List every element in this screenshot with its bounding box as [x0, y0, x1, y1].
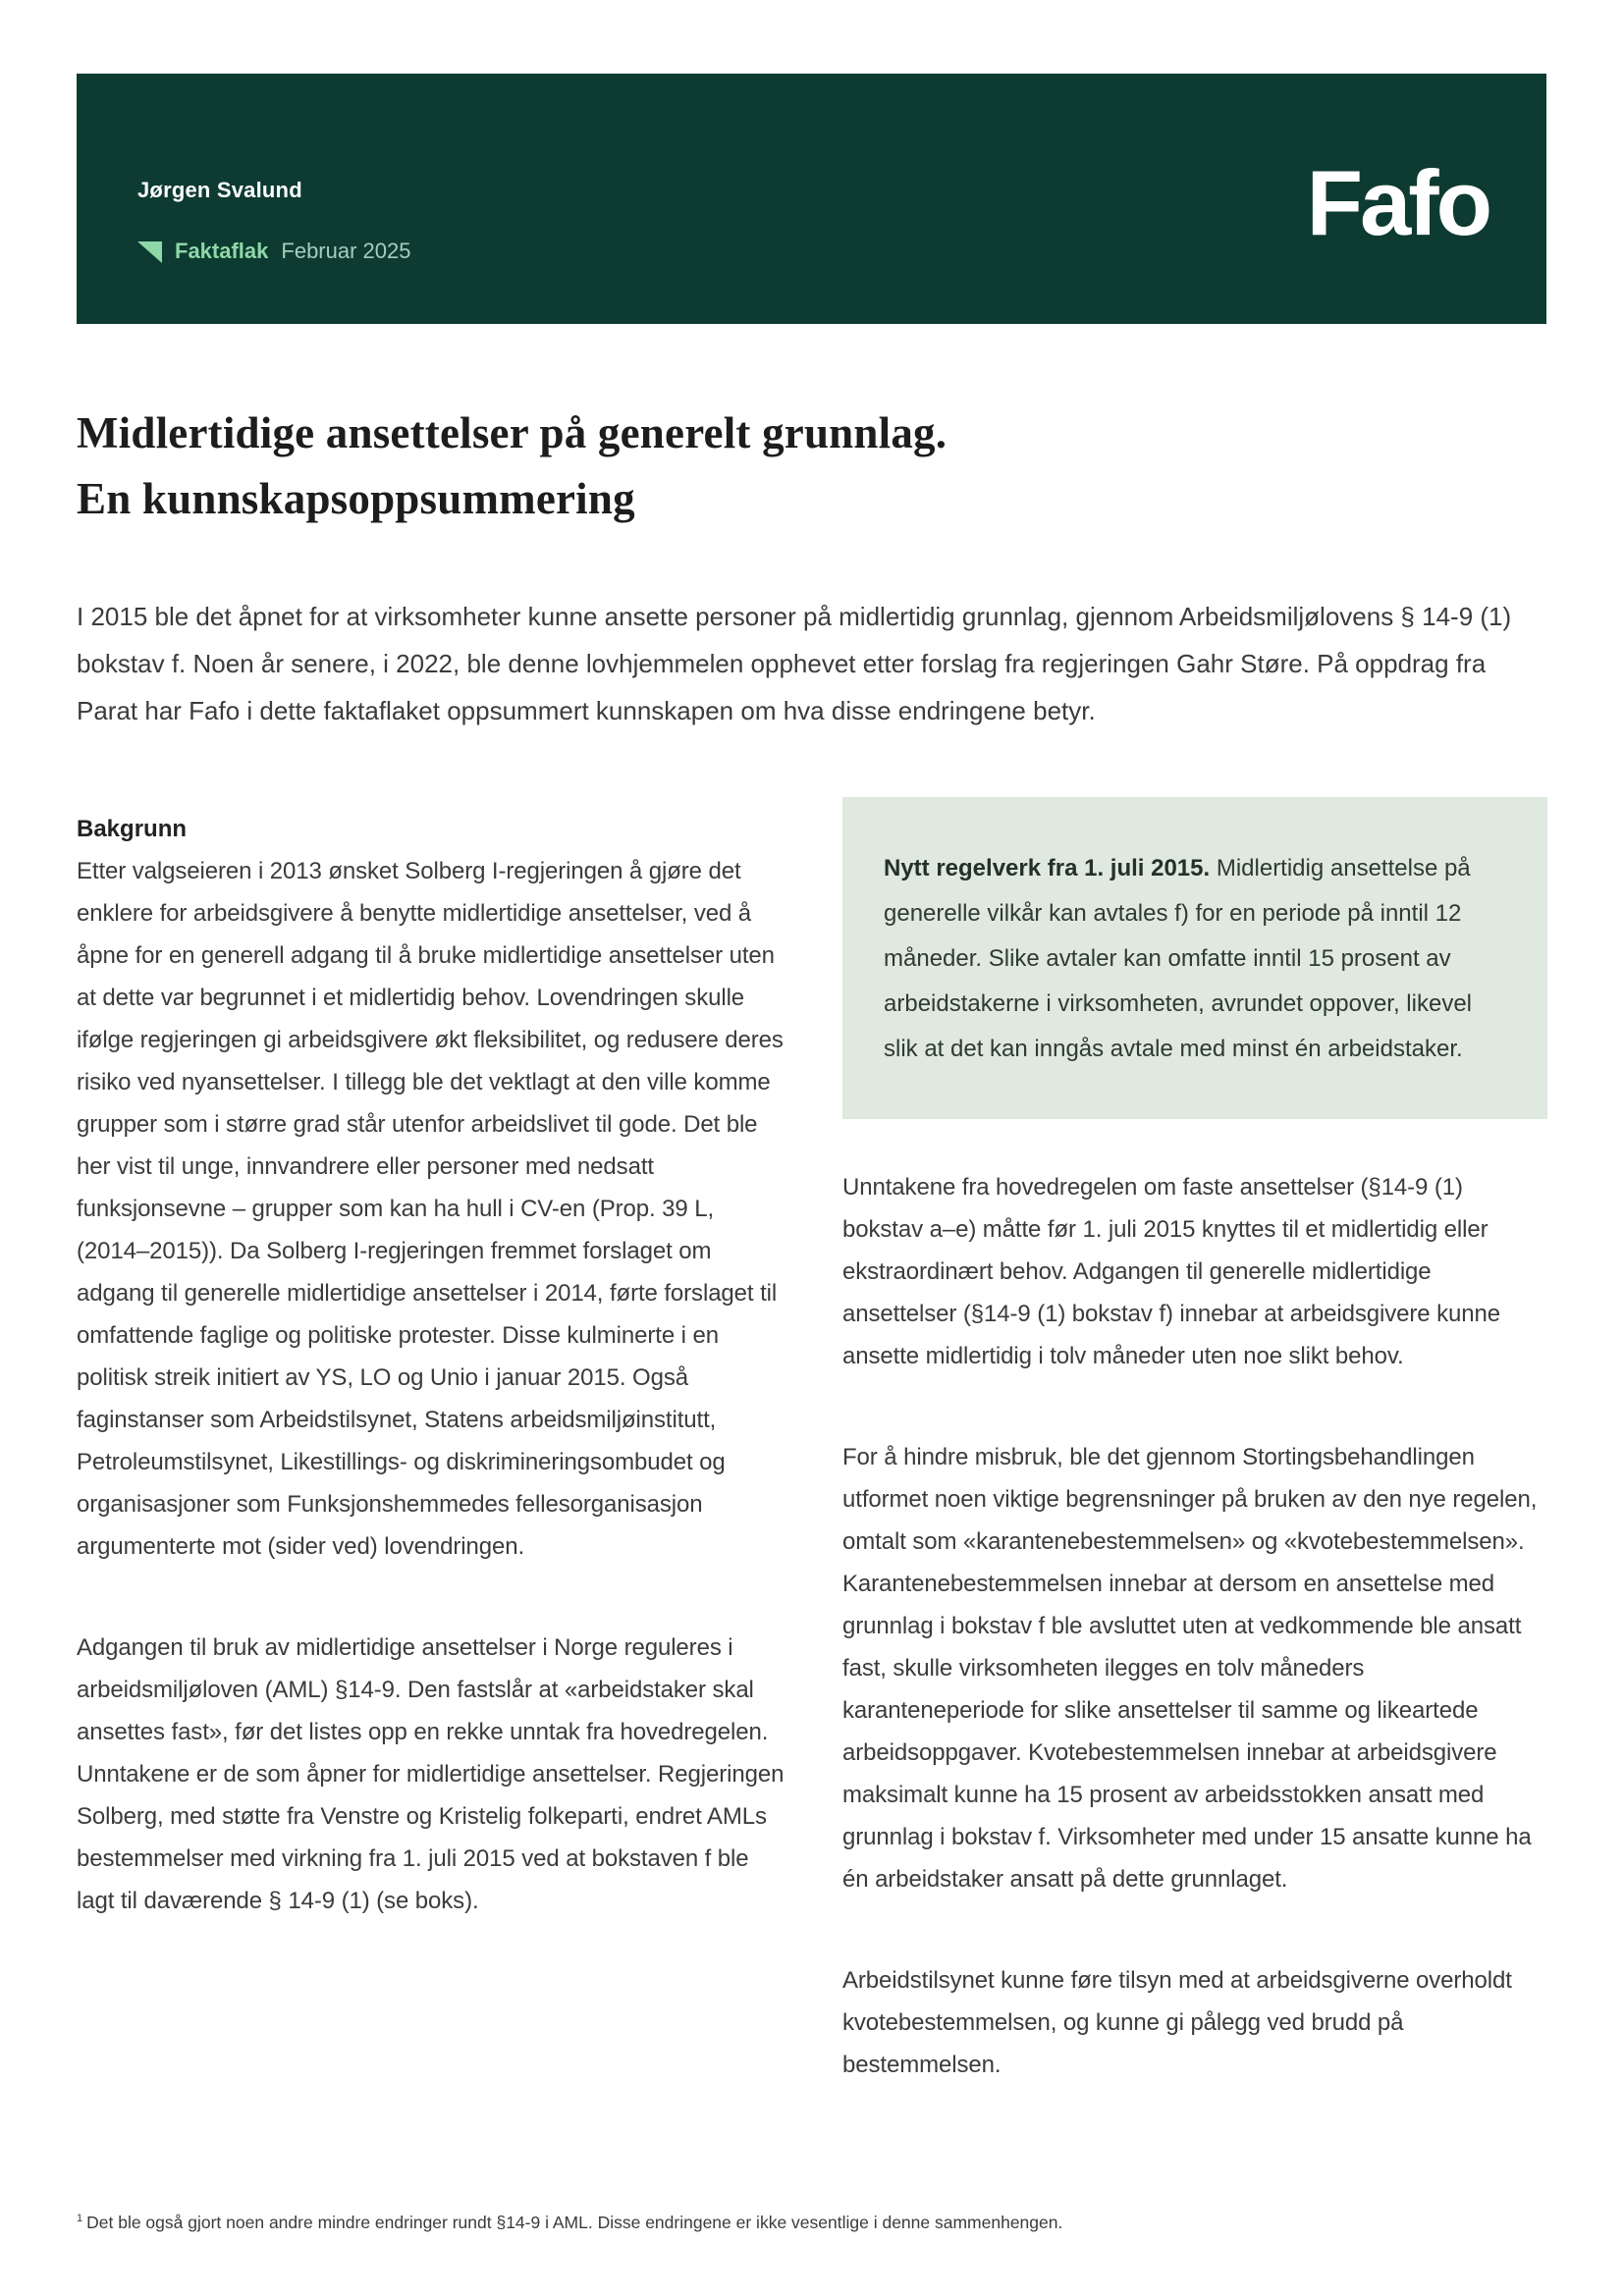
right-paragraph-3: Arbeidstilsynet kunne føre tilsyn med at arbeidsgiverne overholdt kvotebestemmelsen, og kunne gi pålegg ved brudd på bestemmelsen.	[842, 1967, 1512, 2078]
regulation-info-box	[842, 797, 1547, 1119]
page-title	[77, 400, 1547, 532]
left-paragraph-2: Adgangen til bruk av midlertidige ansettelser i Norge reguleres i arbeidsmiljøloven (AML) §14-9. Den fastslår at «arbeidstaker skal ansettes fast», før det listes opp en rekke unntak fra hovedregelen. Unntakene er de som åpner for midlertidige ansettelser. Regjeringen Solberg, med støtte fra Venstre og Kristelig folkeparti, endret AMLs bestemmelser med virkning fra 1. juli 2015 ved at bokstaven f ble lagt til daværende § 14-9 (1) (se boks).	[77, 1634, 785, 1914]
footnote-text: Det ble også gjort noen andre mindre endringer rundt §14-9 i AML. Disse endringene er ikke vesentlige i denne sammenhengen.	[86, 2212, 1063, 2232]
left-paragraph-1: Etter valgseieren i 2013 ønsket Solberg I-regjeringen å gjøre det enklere for arbeidsgivere å benytte midlertidige ansettelser, ved å åpne for en generell adgang til å bruke midlertidige ansettelser uten at dette var begrunnet i et midlertidig behov. Lovendringen skulle ifølge regjeringen gi arbeidsgivere økt fleksibilitet, og redusere deres risiko ved nyansettelser. I tillegg ble det vektlagt at den ville komme grupper som i større grad står utenfor arbeidslivet til gode. Det ble her vist til unge, innvandrere eller personer med nedsatt funksjonsevne – grupper som kan ha hull i CV-en (Prop. 39 L, (2014–2015)). Da Solberg I-regjeringen fremmet forslaget om adgang til generelle midlertidige ansettelser i 2014, førte forslaget til omfattende faglige og politiske protester. Disse kulminerte i en politisk streik initiert av YS, LO og Unio i januar 2015. Også faginstanser som Arbeidstilsynet, Statens arbeidsmiljøinstitutt, Petroleumstilsynet, Likestillings- og diskrimineringsombudet og organisasjoner som Funksjonshemmedes fellesorganisasjon argumenterte mot (sider ved) lovendringen.	[77, 858, 784, 1560]
series-line	[137, 239, 410, 264]
right-paragraph-1: Unntakene fra hovedregelen om faste ansettelser (§14-9 (1) bokstav a–e) måtte før 1. juli 2015 knyttes til et midlertidig eller ekstraordinært behov. Adgangen til generelle midlertidige ansettelser (§14-9 (1) bokstav f) innebar at arbeidsgivere kunne ansette midlertidig i tolv måneder uten noe slikt behov.	[842, 1174, 1500, 1369]
series-label: Faktaflak	[175, 239, 269, 263]
fafo-logo: Fafo	[1306, 150, 1489, 254]
left-column	[77, 797, 785, 2086]
info-box-text	[884, 846, 1503, 1072]
author-name: Jørgen Svalund	[137, 178, 302, 202]
section-heading-bakgrunn: Bakgrunn	[77, 816, 188, 842]
series-date: Februar 2025	[281, 239, 411, 263]
footnote-marker: 1	[77, 2213, 83, 2224]
right-paragraph-2: For å hindre misbruk, ble det gjennom Stortingsbehandlingen utformet noen viktige begrensninger på bruken av den nye regelen, omtalt som «karantenebestemmelsen» og «kvotebestemmelsen». Karantenebestemmelsen innebar at dersom en ansettelse med grunnlag i bokstav f ble avsluttet uten at vedkommende ble ansatt fast, skulle virksomheten ilegges en tolv måneders karanteneperiode for slike ansettelser til samme og likeartede arbeidsoppgaver. Kvotebestemmelsen innebar at arbeidsgivere maksimalt kunne ha 15 prosent av arbeidsstokken ansatt med grunnlag i bokstav f. Virksomheter med under 15 ansatte kunne ha én arbeidstaker ansatt på dette grunnlaget.	[842, 1444, 1538, 1893]
page-title-line2: En kunnskapsoppsummering	[77, 474, 635, 523]
header-band	[77, 74, 1546, 324]
info-box-lead: Nytt regelverk fra 1. juli 2015.	[884, 855, 1211, 881]
right-column	[842, 797, 1547, 2086]
body-columns	[77, 797, 1547, 2086]
down-right-triangle-icon	[137, 241, 162, 263]
footnote	[77, 2207, 1549, 2234]
page-title-line1: Midlertidige ansettelser på generelt grunnlag.	[77, 408, 947, 457]
intro-paragraph: I 2015 ble det åpnet for at virksomheter kunne ansette personer på midlertidig grunnlag, gjennom Arbeidsmiljølovens § 14-9 (1) bokstav f. Noen år senere, i 2022, ble denne lovhjemmelen opphevet etter forslag fra regjeringen Gahr Støre. På oppdrag fra Parat har Fafo i dette faktaflaket oppsummert kunnskapen om hva disse endringene betyr.	[77, 602, 1512, 725]
info-box-body: Midlertidig ansettelse på generelle vilkår kan avtales f) for en periode på inntil 12 måneder. Slike avtaler kan omfatte inntil 15 prosent av arbeidstakerne i virksomheten, avrundet oppover, likevel slik at det kan inngås avtale med minst én arbeidstaker.	[884, 855, 1472, 1062]
